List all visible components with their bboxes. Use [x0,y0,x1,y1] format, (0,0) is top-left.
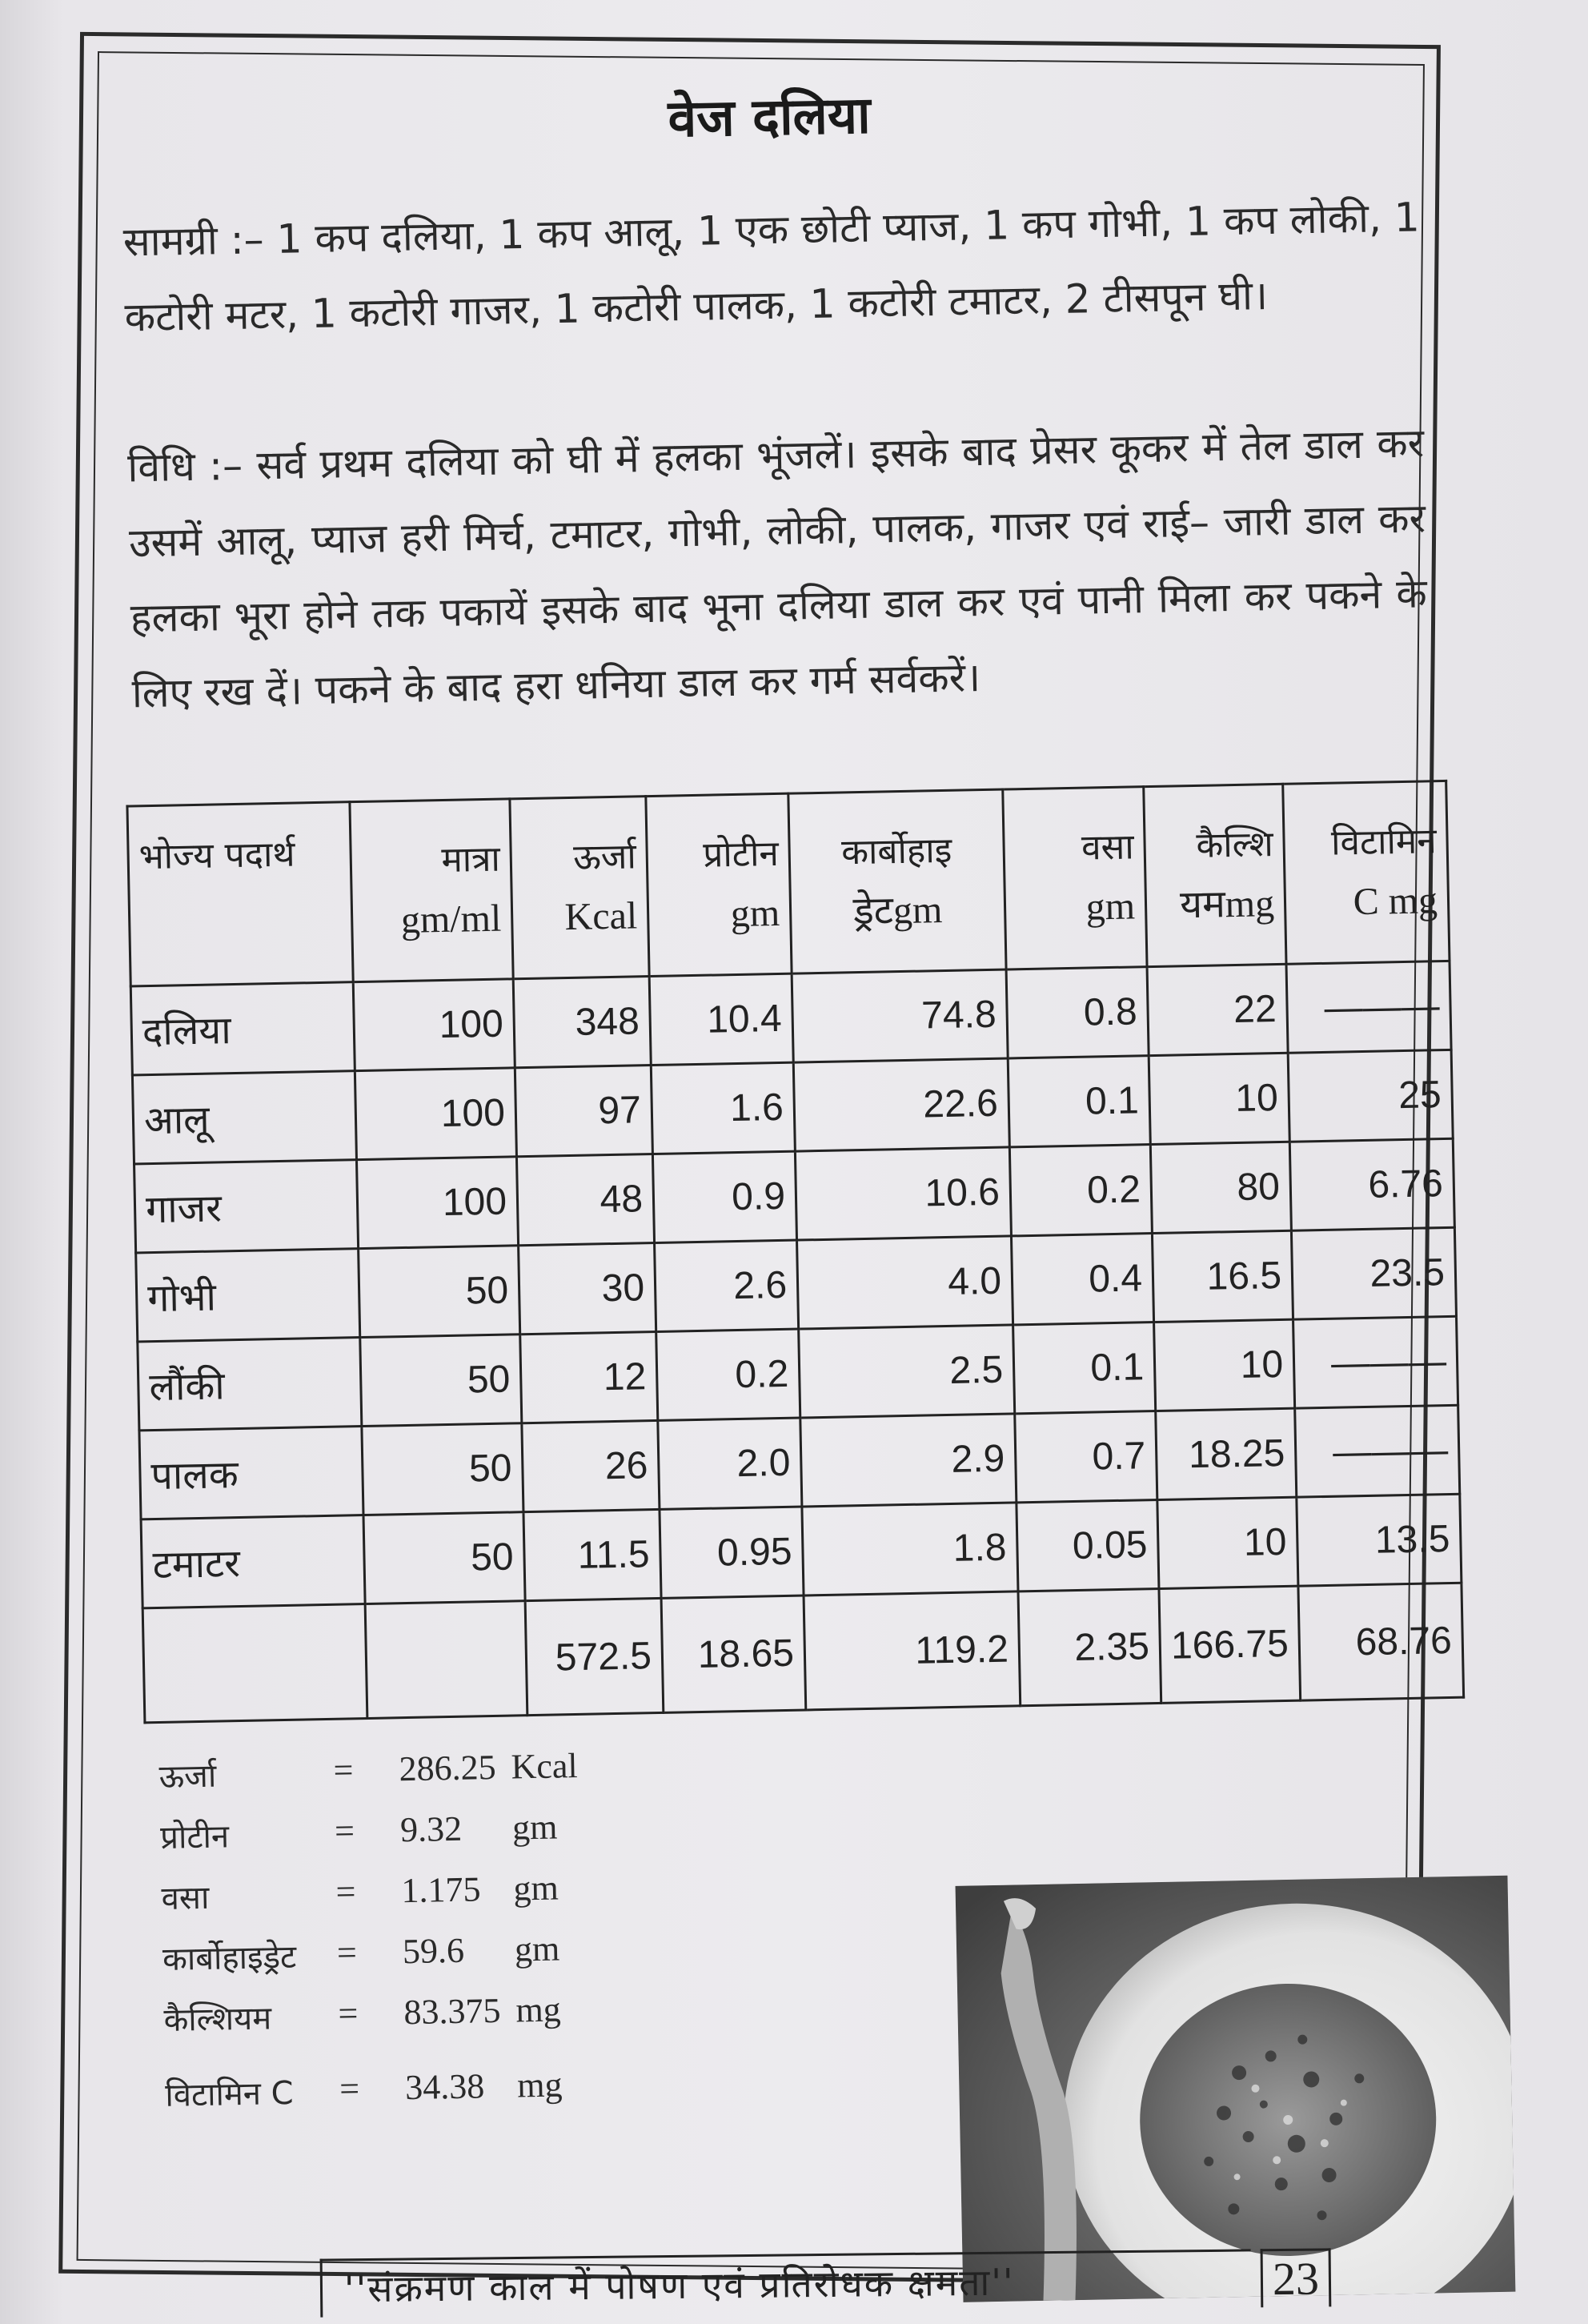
total-calcium-cell: 166.75 [1159,1586,1301,1703]
page-content [112,59,1467,2310]
summary-key: विटामिन C [164,2074,295,2114]
per-serving-summary [158,1744,646,2132]
fat-cell: 0.2 [1009,1145,1152,1236]
quantity-cell: 100 [355,1068,516,1160]
protein-cell: 10.4 [649,973,793,1065]
summary-row-energy [158,1744,640,1814]
summary-key: प्रोटीन [159,1818,230,1856]
summary-value: 9.32 [399,1808,463,1850]
page-footer [320,2248,1329,2322]
header-food-item: भोज्य पदार्थ [127,802,353,986]
ingredients-text: 1 कप दलिया, 1 कप आलू, 1 एक छोटी प्याज, 1 कप गोभी, 1 कप लोकी, 1 कटोरी मटर, 1 कटोरी गाजर, 1 कटोरी पालक, 1 कटोरी टमाटर, 2 टीसपून घी। [124,194,1421,341]
vitamin-c-cell: 13.5 [1297,1494,1462,1586]
summary-value: 286.25 [399,1747,497,1789]
total-vitamin-c-cell: 68.76 [1298,1583,1464,1700]
method-label: विधि :– [126,442,243,492]
fat-cell: 0.1 [1008,1056,1150,1147]
quantity-cell: 50 [362,1423,523,1515]
dish-photo-icon [956,1876,1516,2302]
table-total-row [142,1583,1463,1723]
header-quantity: मात्रा gm/ml [350,799,513,982]
page-number: 23 [1261,2248,1332,2307]
energy-cell: 48 [516,1154,654,1246]
carbohydrate-cell: 10.6 [795,1147,1011,1240]
energy-cell: 12 [520,1331,658,1423]
protein-cell: 0.95 [660,1507,804,1598]
energy-cell: 30 [519,1243,656,1335]
food-name: लौंकी [138,1338,362,1431]
vitamin-c-cell: ——— [1286,961,1451,1053]
summary-unit: mg [516,2065,563,2105]
calcium-cell: 10 [1157,1497,1298,1588]
header-energy: ऊर्जा Kcal [510,797,649,979]
carbohydrate-cell: 2.9 [800,1414,1017,1507]
vitamin-c-cell: 25 [1288,1050,1453,1142]
calcium-cell: 10 [1149,1053,1289,1144]
fat-cell: 0.1 [1013,1323,1156,1414]
food-name: पालक [139,1427,363,1519]
method-paragraph [126,405,1429,731]
calcium-cell: 18.25 [1156,1408,1297,1499]
summary-equals: = [333,1750,354,1790]
quantity-cell: 50 [360,1335,522,1427]
carbohydrate-cell: 2.5 [799,1325,1015,1418]
quantity-cell: 50 [359,1246,520,1338]
food-name: गोभी [136,1249,360,1342]
quantity-cell: 100 [356,1157,518,1249]
calcium-cell: 80 [1150,1142,1291,1233]
total-fat-cell: 2.35 [1018,1588,1161,1705]
summary-equals: = [334,1811,355,1851]
header-carbohydrate: कार्बोहाइ ड्रेटgm [788,789,1006,973]
food-name: आलू [132,1071,356,1164]
summary-unit: gm [514,1929,560,1969]
summary-value: 59.6 [402,1930,465,1972]
ingredients-label: सामग्री :– [122,216,265,266]
vitamin-c-cell: 23.5 [1291,1227,1456,1319]
food-name: गाजर [134,1160,359,1253]
summary-value: 1.175 [401,1869,481,1911]
protein-cell: 1.6 [651,1062,795,1154]
carbohydrate-cell: 74.8 [792,969,1008,1062]
summary-key: कैल्शियम [163,2000,272,2039]
total-protein-cell: 18.65 [661,1595,806,1712]
dish-photo-illustration [956,1876,1516,2302]
ingredients-paragraph [122,179,1422,355]
protein-cell: 2.6 [655,1240,799,1331]
food-name: दलिया [130,982,355,1075]
fat-cell: 0.4 [1011,1234,1153,1325]
carbohydrate-cell: 4.0 [797,1236,1013,1329]
summary-unit: gm [513,1868,559,1909]
summary-key: वसा [161,1879,210,1917]
summary-row-carbohydrate [162,1926,644,1997]
recipe-title: वेज दलिया [667,86,872,150]
vitamin-c-cell: 6.76 [1289,1138,1454,1230]
header-fat: वसा gm [1003,787,1147,969]
energy-cell: 97 [515,1066,652,1157]
food-name: टमाटर [141,1515,365,1608]
method-text: सर्व प्रथम दलिया को घी में हलका भूंजलें। इसके बाद प्रेसर कूकर में तेल डाल कर उसमें आलू, प्याज हरी मिर्च, टमाटर, गोभी, लोकी, पालक, गाजर एवं राई– जारी डाल कर हलका भूरा होने तक पकायें इसके बाद भूना दलिया डाल कर एवं पानी मिला कर पकने के लिए रख दें। पकने के बाद हरा धनिया डाल कर गर्म सर्वकरें। [128,419,1428,717]
header-calcium: कैल्शि यमmg [1144,784,1286,966]
header-protein: प्रोटीन gm [646,793,792,976]
table-header-row [127,781,1450,986]
carbohydrate-cell: 1.8 [802,1503,1018,1595]
summary-equals: = [337,1993,359,2033]
quantity-cell: 50 [363,1512,525,1604]
carbohydrate-cell: 22.6 [793,1058,1009,1151]
vitamin-c-cell: ——— [1293,1316,1458,1408]
summary-unit: gm [511,1807,558,1848]
total-carbohydrate-cell: 119.2 [804,1591,1021,1710]
summary-row-fat [161,1865,642,1936]
summary-equals: = [335,1872,356,1912]
energy-cell: 26 [522,1420,660,1511]
summary-row-vitamin-c [165,2062,646,2133]
quantity-cell: 100 [353,979,515,1071]
summary-value: 34.38 [404,2066,485,2108]
total-quantity-cell [365,1601,527,1719]
summary-row-calcium [163,1987,644,2057]
nutrition-table [126,780,1465,1724]
summary-unit: Kcal [511,1745,579,1787]
total-label-cell [142,1604,367,1723]
total-energy-cell: 572.5 [525,1598,664,1715]
summary-value: 83.375 [403,1990,501,2033]
header-vitamin-c: विटामिन C mg [1283,781,1450,964]
summary-key: ऊर्जा [158,1757,217,1796]
summary-equals: = [336,1933,358,1973]
calcium-cell: 10 [1154,1319,1295,1411]
protein-cell: 2.0 [658,1418,802,1509]
fat-cell: 0.05 [1017,1500,1159,1591]
protein-cell: 0.2 [656,1329,800,1420]
energy-cell: 11.5 [523,1509,661,1600]
fat-cell: 0.8 [1006,967,1149,1058]
summary-row-protein [160,1804,641,1875]
fat-cell: 0.7 [1015,1411,1157,1503]
calcium-cell: 16.5 [1152,1230,1293,1322]
protein-cell: 0.9 [652,1151,796,1242]
book-title: ''संक्रमण काल में पोषण एवं प्रतिरोधक क्षमता'' [343,2260,1015,2311]
calcium-cell: 22 [1147,964,1288,1055]
summary-unit: mg [515,1989,562,2030]
summary-equals: = [339,2069,360,2109]
vitamin-c-cell: ——— [1295,1405,1460,1497]
summary-key: कार्बोहाइड्रेट [162,1938,297,1978]
energy-cell: 348 [513,977,651,1068]
